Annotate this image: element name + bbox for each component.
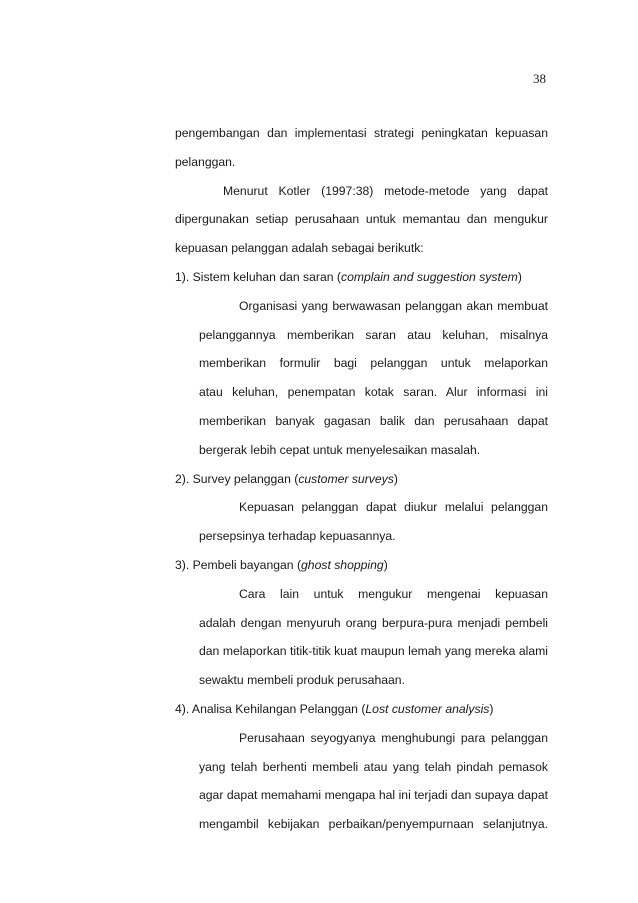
list-item-line: Organisasi yang berwawasan pelanggan akan membuat — [239, 298, 548, 313]
list-item-line: Cara lain untuk mengukur mengenai kepuasan — [239, 586, 548, 601]
paragraph-line: kepuasan pelanggan adalah sebagai berikutk: — [175, 241, 424, 256]
list-item-line: Perusahaan seyogyanya menghubungi para pelanggan — [239, 730, 548, 745]
list-item-line: memberikan formulir bagi pelanggan untuk melaporkan — [199, 356, 548, 371]
list-item-line: memberikan banyak gagasan balik dan perusahaan dapat — [199, 413, 548, 428]
page-number: 38 — [533, 71, 546, 86]
list-item-line: Kepuasan pelanggan dapat diukur melalui pelanggan — [239, 500, 548, 515]
paragraph-line: dipergunakan setiap perusahaan untuk memantau dan mengukur — [175, 212, 548, 227]
body-text — [175, 119, 548, 839]
list-item-heading: 1). Sistem keluhan dan saran (complain and suggestion system) — [175, 269, 522, 284]
list-item-heading: 2). Survey pelanggan (customer surveys) — [175, 471, 398, 486]
list-item-line: mengambil kebijakan perbaikan/penyempurnaan selanjutnya. — [199, 817, 548, 832]
list-item-line: pelanggannya memberikan saran atau keluhan, misalnya — [199, 327, 548, 342]
list-item-line: dan melaporkan titik-titik kuat maupun lemah yang mereka alami — [199, 644, 548, 659]
list-item-heading: 3). Pembeli bayangan (ghost shopping) — [175, 557, 388, 572]
list-item-line: adalah dengan menyuruh orang berpura-pura menjadi pembeli — [199, 615, 548, 630]
paragraph-line: pelanggan. — [175, 154, 236, 169]
paragraph-line: Menurut Kotler (1997:38) metode-metode yang dapat — [223, 183, 548, 198]
list-item-line: bergerak lebih cepat untuk menyelesaikan masalah. — [199, 442, 481, 457]
list-item-line: persepsinya terhadap kepuasannya. — [199, 529, 396, 544]
list-item-line: yang telah berhenti membeli atau yang telah pindah pemasok — [199, 759, 548, 774]
list-item-line: atau keluhan, penempatan kotak saran. Alur informasi ini — [199, 385, 548, 400]
list-item-heading: 4). Analisa Kehilangan Pelanggan (Lost customer analysis) — [175, 701, 494, 716]
list-item-line: sewaktu membeli produk perusahaan. — [199, 673, 405, 688]
list-item-line: agar dapat memahami mengapa hal ini terjadi dan supaya dapat — [199, 788, 548, 803]
paragraph-line: pengembangan dan implementasi strategi peningkatan kepuasan — [175, 126, 548, 140]
